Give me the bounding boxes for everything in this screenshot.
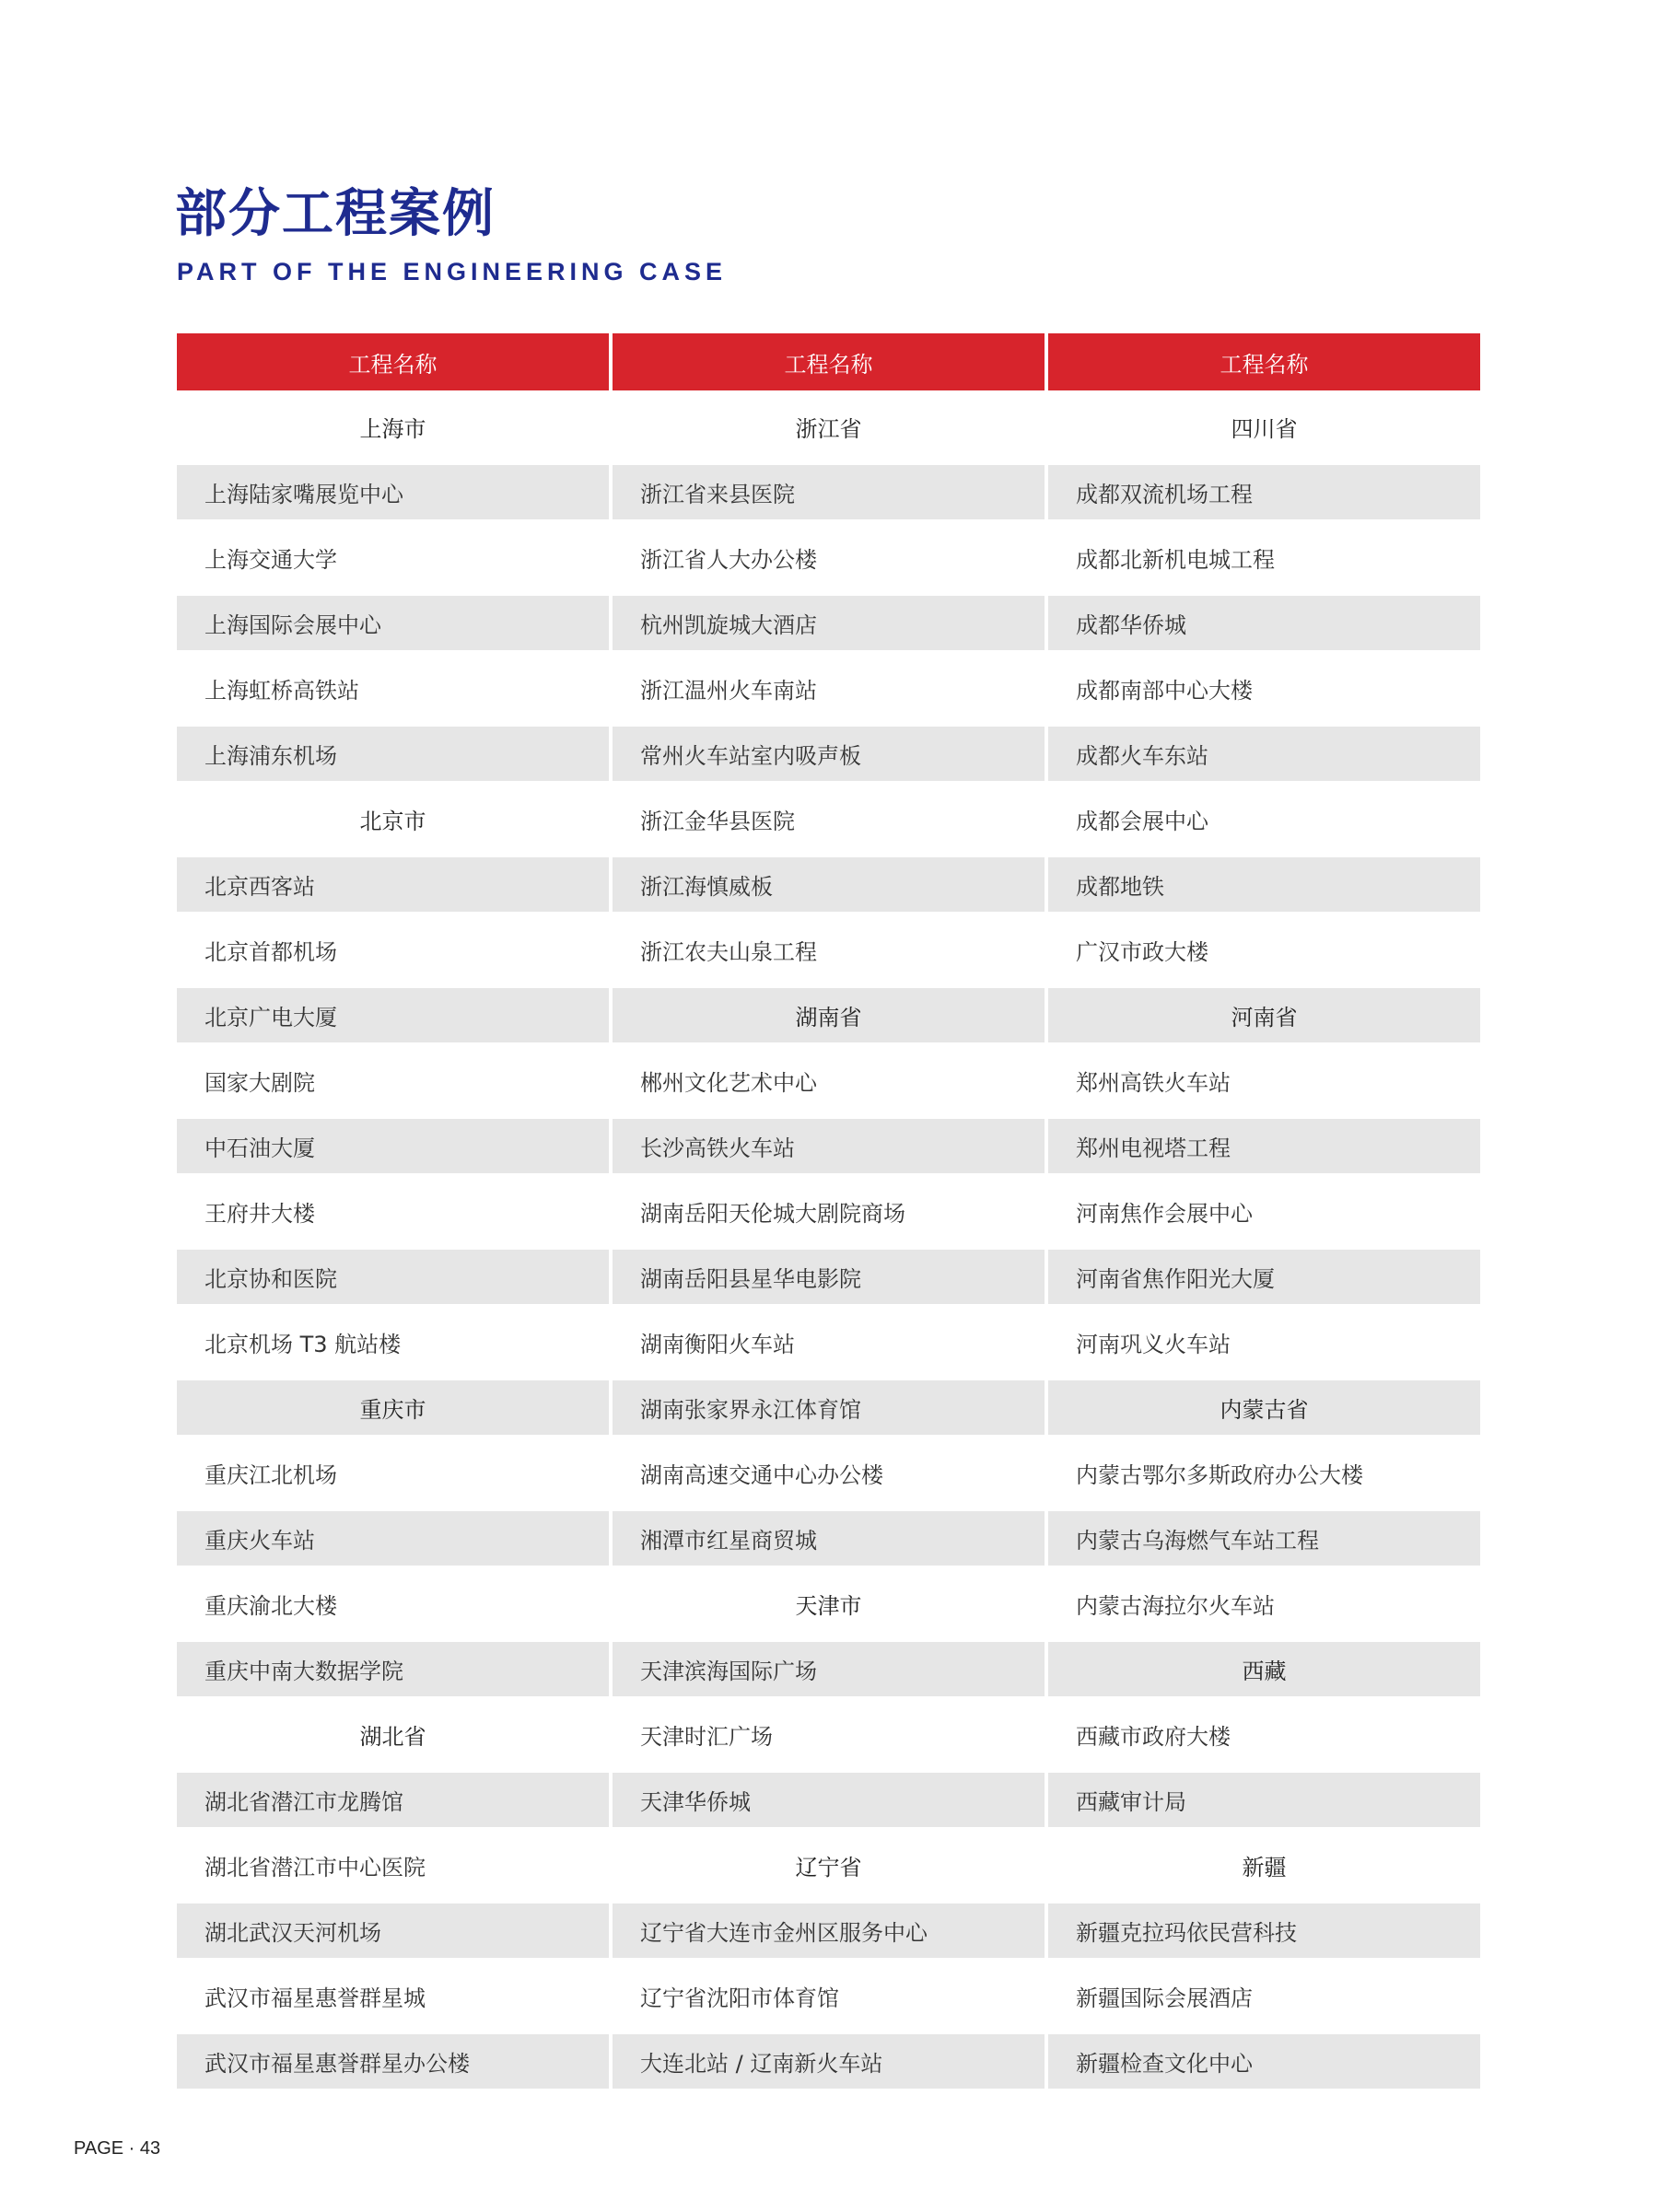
column-header: 工程名称 xyxy=(1048,333,1480,390)
region-heading-cell: 浙江省 xyxy=(795,416,862,442)
project-name-cell: 辽宁省沈阳市体育馆 xyxy=(640,1985,839,2011)
project-name-cell: 郑州电视塔工程 xyxy=(1048,1119,1480,1173)
project-name-cell: 内蒙古鄂尔多斯政府办公大楼 xyxy=(1076,1462,1363,1488)
region-heading-cell: 四川省 xyxy=(1231,416,1298,442)
project-name-cell: 浙江省人大办公楼 xyxy=(640,547,817,573)
project-name-cell: 长沙高铁火车站 xyxy=(613,1119,1045,1173)
engineering-case-table xyxy=(177,333,1481,2100)
region-heading-cell: 内蒙古省 xyxy=(1048,1380,1480,1435)
project-name-cell: 天津时汇广场 xyxy=(640,1724,773,1750)
project-name-cell: 湖南岳阳县星华电影院 xyxy=(613,1250,1045,1304)
project-name-cell: 重庆江北机场 xyxy=(204,1462,337,1488)
project-name-cell: 上海陆家嘴展览中心 xyxy=(177,465,609,519)
project-name-cell: 湖南衡阳火车站 xyxy=(640,1332,795,1357)
project-name-cell: 上海虹桥高铁站 xyxy=(204,678,359,704)
project-name-cell: 大连北站 / 辽南新火车站 xyxy=(613,2034,1045,2089)
project-name-cell: 北京机场 T3 航站楼 xyxy=(204,1332,402,1357)
project-name-cell: 新疆国际会展酒店 xyxy=(1076,1985,1253,2011)
column-header: 工程名称 xyxy=(177,333,609,390)
project-name-cell: 浙江海慎威板 xyxy=(613,857,1045,912)
project-name-cell: 浙江温州火车南站 xyxy=(640,678,817,704)
project-name-cell: 北京协和医院 xyxy=(177,1250,609,1304)
page-number: PAGE · 43 xyxy=(74,2138,161,2159)
project-name-cell: 辽宁省大连市金州区服务中心 xyxy=(613,1903,1045,1958)
project-name-cell: 湘潭市红星商贸城 xyxy=(613,1511,1045,1566)
project-name-cell: 北京西客站 xyxy=(177,857,609,912)
region-heading-cell: 重庆市 xyxy=(177,1380,609,1435)
project-name-cell: 浙江金华县医院 xyxy=(640,809,795,834)
project-name-cell: 上海浦东机场 xyxy=(177,727,609,781)
project-name-cell: 成都华侨城 xyxy=(1048,596,1480,650)
project-name-cell: 郑州高铁火车站 xyxy=(1076,1070,1231,1096)
project-name-cell: 中石油大厦 xyxy=(177,1119,609,1173)
region-heading-cell: 西藏 xyxy=(1048,1642,1480,1696)
region-heading-cell: 北京市 xyxy=(359,809,426,834)
project-name-cell: 常州火车站室内吸声板 xyxy=(613,727,1045,781)
project-name-cell: 浙江农夫山泉工程 xyxy=(640,939,817,965)
project-name-cell: 内蒙古乌海燃气车站工程 xyxy=(1048,1511,1480,1566)
region-heading-cell: 新疆 xyxy=(1242,1855,1287,1880)
project-name-cell: 河南省焦作阳光大厦 xyxy=(1048,1250,1480,1304)
project-name-cell: 北京广电大厦 xyxy=(177,988,609,1042)
project-name-cell: 新疆检查文化中心 xyxy=(1048,2034,1480,2089)
project-name-cell: 湖南岳阳天伦城大剧院商场 xyxy=(640,1201,905,1227)
project-name-cell: 天津滨海国际广场 xyxy=(613,1642,1045,1696)
project-name-cell: 湖北省潜江市龙腾馆 xyxy=(177,1773,609,1827)
project-name-cell: 北京首都机场 xyxy=(204,939,337,965)
project-name-cell: 湖北省潜江市中心医院 xyxy=(204,1855,426,1880)
project-name-cell: 湖北武汉天河机场 xyxy=(177,1903,609,1958)
project-name-cell: 西藏审计局 xyxy=(1048,1773,1480,1827)
region-heading-cell: 天津市 xyxy=(795,1593,862,1619)
project-name-cell: 河南巩义火车站 xyxy=(1076,1332,1231,1357)
region-heading-cell: 河南省 xyxy=(1048,988,1480,1042)
project-name-cell: 湖南高速交通中心办公楼 xyxy=(640,1462,883,1488)
region-heading-cell: 湖北省 xyxy=(359,1724,426,1750)
project-name-cell: 上海交通大学 xyxy=(204,547,337,573)
project-name-cell: 成都南部中心大楼 xyxy=(1076,678,1253,704)
project-name-cell: 成都北新机电城工程 xyxy=(1076,547,1275,573)
region-heading-cell: 湖南省 xyxy=(613,988,1045,1042)
project-name-cell: 西藏市政府大楼 xyxy=(1076,1724,1231,1750)
project-name-cell: 成都会展中心 xyxy=(1076,809,1208,834)
project-name-cell: 成都双流机场工程 xyxy=(1048,465,1480,519)
project-name-cell: 王府井大楼 xyxy=(204,1201,315,1227)
project-name-cell: 天津华侨城 xyxy=(613,1773,1045,1827)
project-name-cell: 国家大剧院 xyxy=(204,1070,315,1096)
column-header: 工程名称 xyxy=(613,333,1045,390)
project-name-cell: 新疆克拉玛依民营科技 xyxy=(1048,1903,1480,1958)
project-name-cell: 重庆火车站 xyxy=(177,1511,609,1566)
project-name-cell: 武汉市福星惠誉群星城 xyxy=(204,1985,426,2011)
project-name-cell: 杭州凯旋城大酒店 xyxy=(613,596,1045,650)
project-name-cell: 成都地铁 xyxy=(1048,857,1480,912)
region-heading-cell: 辽宁省 xyxy=(795,1855,862,1880)
project-name-cell: 湖南张家界永江体育馆 xyxy=(613,1380,1045,1435)
project-name-cell: 重庆渝北大楼 xyxy=(204,1593,337,1619)
page-subtitle: PART OF THE ENGINEERING CASE xyxy=(177,258,728,285)
region-heading-cell: 上海市 xyxy=(359,416,426,442)
project-name-cell: 广汉市政大楼 xyxy=(1076,939,1208,965)
project-name-cell: 重庆中南大数据学院 xyxy=(177,1642,609,1696)
project-name-cell: 上海国际会展中心 xyxy=(177,596,609,650)
project-name-cell: 武汉市福星惠誉群星办公楼 xyxy=(177,2034,609,2089)
page-title: 部分工程案例 xyxy=(175,184,496,244)
project-name-cell: 内蒙古海拉尔火车站 xyxy=(1076,1593,1275,1619)
project-name-cell: 成都火车东站 xyxy=(1048,727,1480,781)
project-name-cell: 郴州文化艺术中心 xyxy=(640,1070,817,1096)
project-name-cell: 浙江省来县医院 xyxy=(613,465,1045,519)
project-name-cell: 河南焦作会展中心 xyxy=(1076,1201,1253,1227)
